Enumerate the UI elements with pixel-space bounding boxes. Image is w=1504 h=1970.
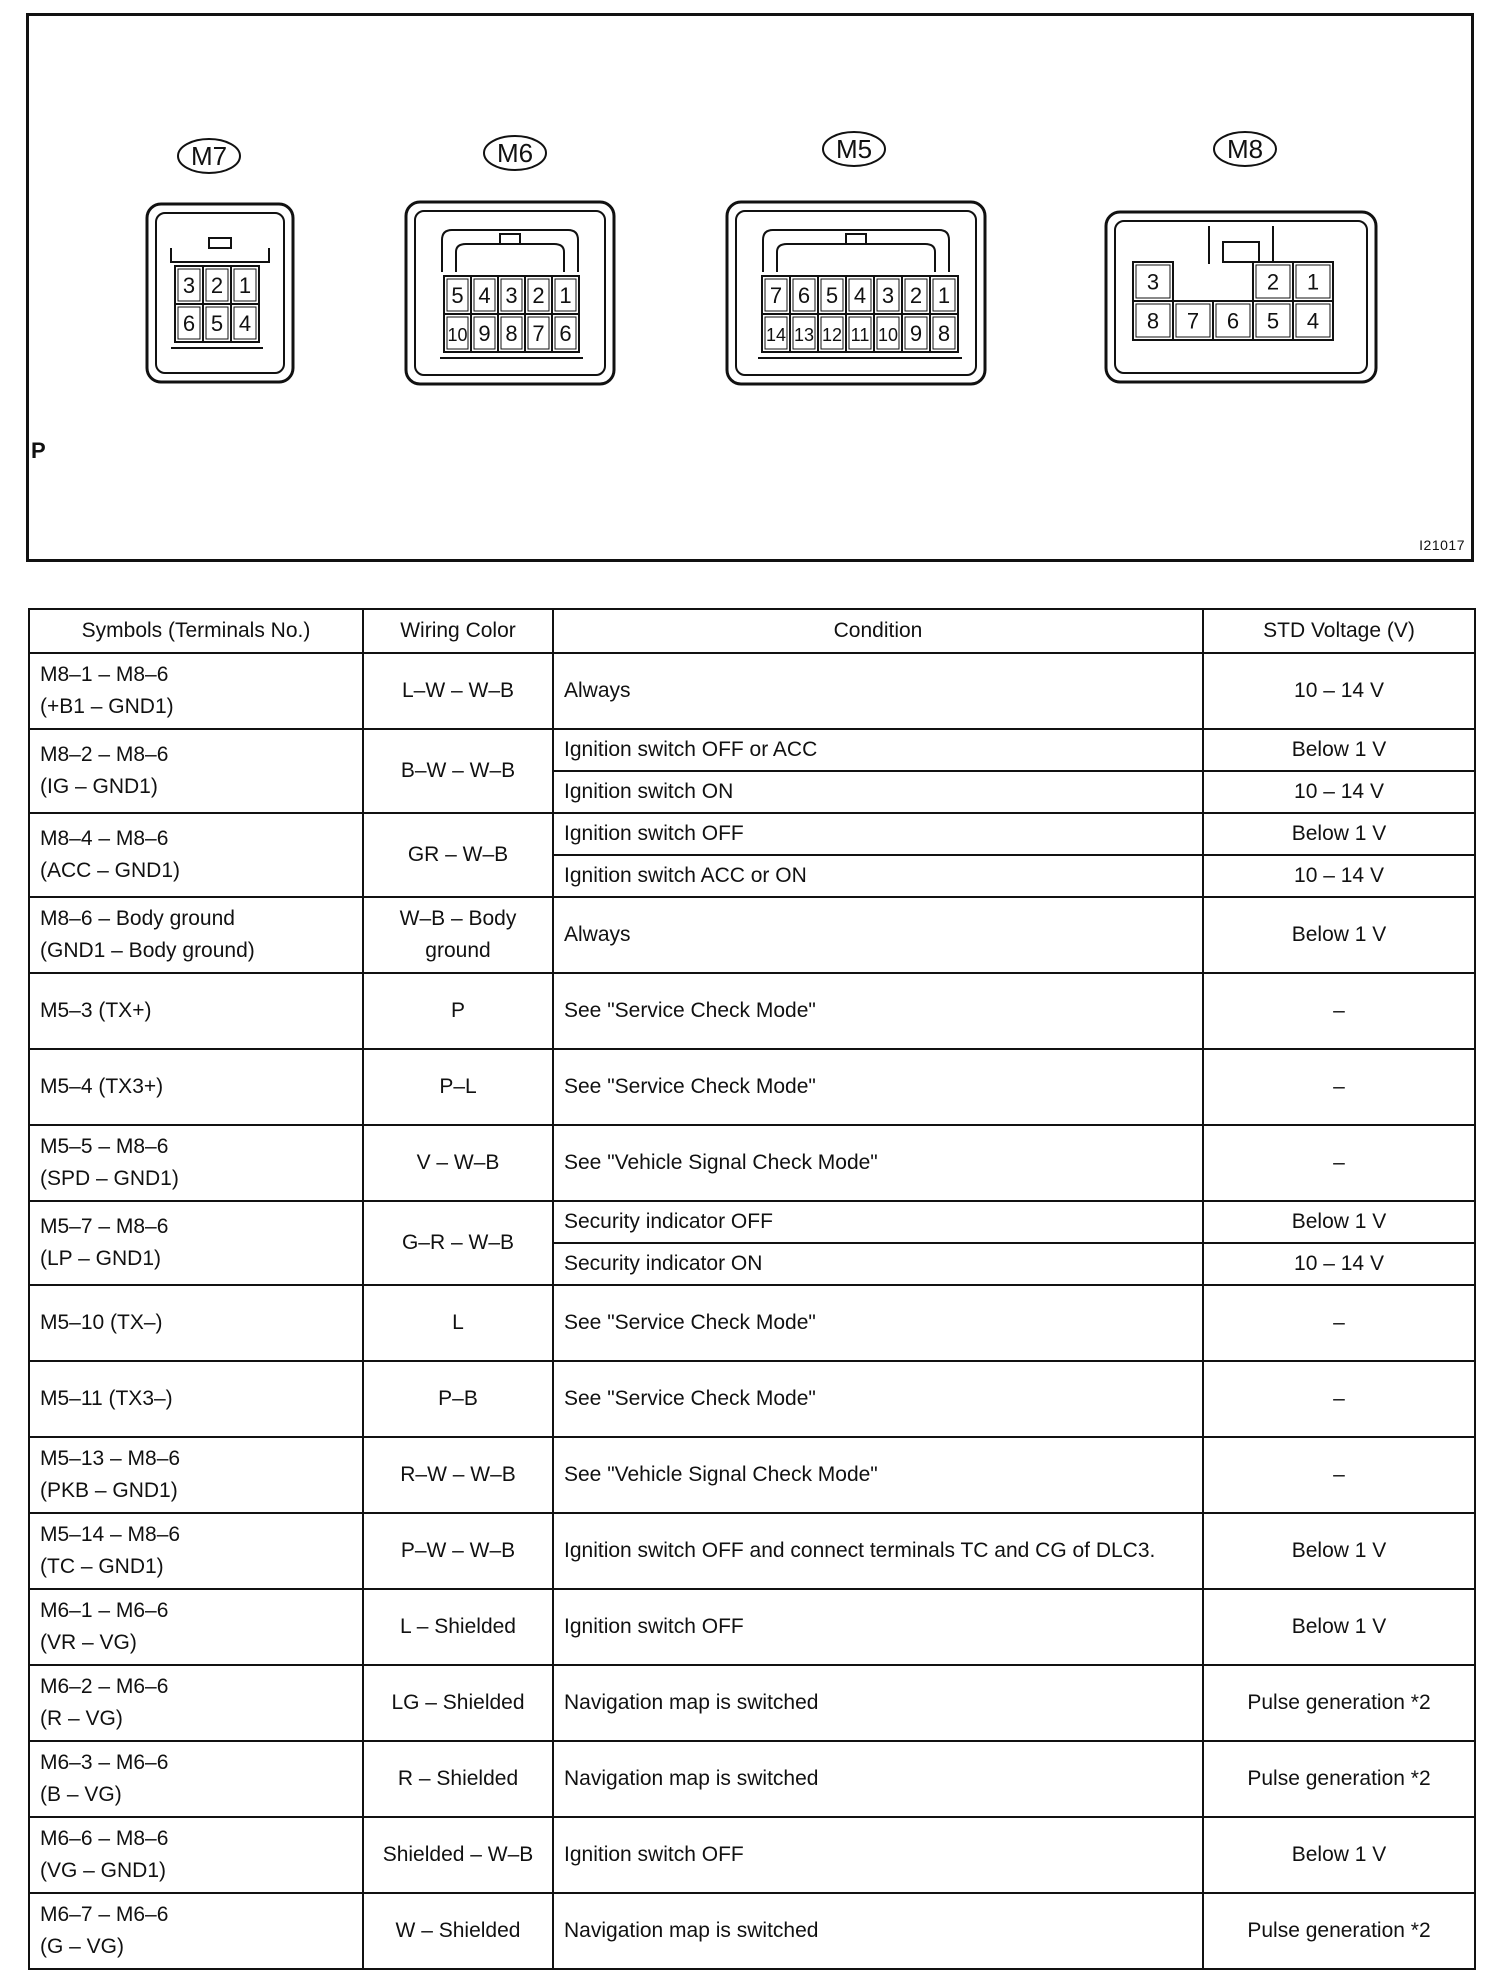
cell-condition: See "Vehicle Signal Check Mode"	[553, 1125, 1203, 1201]
symbol-names: (G – VG)	[40, 1935, 125, 1958]
connector-label-text: M8	[1226, 134, 1264, 164]
pin-cell	[471, 276, 498, 314]
pin-number: 8	[1146, 308, 1160, 334]
side-label: P	[31, 438, 46, 463]
symbol-terminals: M5–14 – M8–6	[40, 1523, 181, 1546]
symbol-terminals: M6–7 – M6–6	[40, 1903, 169, 1926]
cell-std-voltage: –	[1203, 1437, 1475, 1513]
symbol-terminals: M8–4 – M8–6	[40, 827, 169, 850]
symbol-names: (ACC – GND1)	[40, 859, 181, 882]
pin-number: 4	[478, 283, 491, 308]
pin-cell	[471, 314, 498, 352]
table-row	[29, 1665, 1475, 1741]
symbol-names: (IG – GND1)	[40, 775, 158, 798]
symbol-terminals: M6–1 – M6–6	[40, 1599, 169, 1622]
cell-std-voltage: 10 – 14 V	[1203, 771, 1475, 813]
symbol-names: (GND1 – Body ground)	[40, 939, 255, 962]
cell-std-voltage: Pulse generation *2	[1203, 1741, 1475, 1817]
cell-symbols	[29, 1285, 363, 1361]
table-row	[29, 1893, 1475, 1969]
pin-cell	[846, 276, 874, 314]
pin-cell	[930, 276, 958, 314]
pin-number: 10	[877, 325, 899, 345]
pin-cell	[175, 266, 203, 304]
cell-condition: Ignition switch ON	[553, 771, 1203, 813]
symbol-names: (VR – VG)	[40, 1631, 137, 1654]
cell-condition: Navigation map is switched	[553, 1665, 1203, 1741]
wiring-color: W – Shielded	[395, 1919, 521, 1942]
pin-cell	[552, 276, 579, 314]
cell-std-voltage: Below 1 V	[1203, 1589, 1475, 1665]
cell-wiring-color	[363, 1893, 553, 1969]
pin-cell	[790, 276, 818, 314]
pin-cell	[175, 304, 203, 342]
pin-cell	[1253, 301, 1293, 340]
connector-m5	[727, 132, 985, 384]
cell-std-voltage: Pulse generation *2	[1203, 1893, 1475, 1969]
pin-number: 12	[821, 325, 843, 345]
wiring-color: L	[452, 1311, 464, 1334]
cell-symbols	[29, 1817, 363, 1893]
connector-drawing	[29, 16, 1471, 559]
cell-symbols	[29, 1049, 363, 1125]
pin-cell	[930, 314, 958, 352]
cell-wiring-color	[363, 1285, 553, 1361]
pin-number: 7	[532, 321, 545, 346]
terminal-voltage-table	[28, 608, 1476, 1970]
connector-label-m8	[1214, 132, 1276, 166]
pin-cell	[902, 314, 930, 352]
pin-cell	[846, 314, 874, 352]
cell-condition: Ignition switch OFF	[553, 1817, 1203, 1893]
cell-wiring-color	[363, 653, 553, 729]
pin-number: 4	[853, 283, 867, 308]
pin-cell	[525, 276, 552, 314]
symbol-names: (SPD – GND1)	[40, 1167, 179, 1190]
pin-number: 5	[210, 311, 224, 336]
pin-cell	[1173, 301, 1213, 340]
table-row	[29, 1125, 1475, 1201]
pin-cell	[444, 314, 471, 352]
cell-symbols	[29, 1201, 363, 1285]
wiring-color: Shielded – W–B	[382, 1843, 534, 1866]
cell-condition: Navigation map is switched	[553, 1893, 1203, 1969]
cell-wiring-color	[363, 973, 553, 1049]
wiring-color: R–W – W–B	[400, 1463, 516, 1486]
symbol-terminals: M6–3 – M6–6	[40, 1751, 169, 1774]
pin-cell	[1213, 301, 1253, 340]
pin-number: 1	[937, 283, 951, 308]
pin-number: 5	[825, 283, 839, 308]
symbol-terminals: M5–11 (TX3–)	[40, 1387, 173, 1410]
cell-condition: Ignition switch OFF	[553, 813, 1203, 855]
pin-cell	[1293, 262, 1333, 301]
header-symbols: Symbols (Terminals No.)	[29, 609, 363, 653]
table-row	[29, 1817, 1475, 1893]
wiring-color: GR – W–B	[407, 843, 509, 866]
pin-number: 1	[238, 273, 252, 298]
pin-cell	[874, 276, 902, 314]
cell-std-voltage: 10 – 14 V	[1203, 653, 1475, 729]
pin-number: 4	[238, 311, 252, 336]
pin-number: 3	[1146, 269, 1160, 295]
cell-condition: See "Service Check Mode"	[553, 1361, 1203, 1437]
wiring-color: B–W – W–B	[400, 759, 516, 782]
symbol-terminals: M5–10 (TX–)	[40, 1311, 163, 1334]
cell-std-voltage: –	[1203, 1361, 1475, 1437]
pin-cell	[818, 276, 846, 314]
wiring-color: P	[450, 999, 465, 1022]
cell-wiring-color	[363, 813, 553, 897]
cell-condition: Ignition switch ACC or ON	[553, 855, 1203, 897]
pin-cell	[498, 314, 525, 352]
pin-number: 2	[1266, 269, 1280, 295]
cell-symbols	[29, 729, 363, 813]
pin-cell	[818, 314, 846, 352]
table-row	[29, 1285, 1475, 1361]
wiring-color-cont: ground	[425, 939, 491, 962]
pin-number: 8	[937, 321, 951, 346]
cell-std-voltage: Below 1 V	[1203, 1513, 1475, 1589]
connector-label-m6	[484, 136, 546, 170]
cell-wiring-color	[363, 1201, 553, 1285]
pin-number: 2	[909, 283, 923, 308]
cell-std-voltage: Below 1 V	[1203, 813, 1475, 855]
cell-symbols	[29, 1893, 363, 1969]
pin-number: 3	[881, 283, 895, 308]
wiring-color: P–L	[439, 1075, 477, 1098]
connector-m7	[147, 139, 293, 382]
pin-number: 1	[559, 283, 572, 308]
pin-number: 4	[1306, 308, 1320, 334]
symbol-names: (TC – GND1)	[40, 1555, 164, 1578]
pin-number: 9	[478, 321, 491, 346]
pin-cell	[1133, 301, 1173, 340]
pin-number: 14	[765, 325, 787, 345]
pin-number: 1	[1306, 269, 1320, 295]
cell-condition: Ignition switch OFF or ACC	[553, 729, 1203, 771]
pin-cell	[231, 304, 259, 342]
cell-wiring-color	[363, 1817, 553, 1893]
connector-label-text: M7	[190, 141, 228, 171]
symbol-terminals: M8–2 – M8–6	[40, 743, 169, 766]
table-row	[29, 897, 1475, 973]
pin-number: 11	[850, 325, 870, 345]
symbol-terminals: M6–2 – M6–6	[40, 1675, 169, 1698]
pin-cell	[203, 304, 231, 342]
table-row	[29, 1513, 1475, 1589]
header-std-voltage: STD Voltage (V)	[1203, 609, 1475, 653]
pin-cell	[1293, 301, 1333, 340]
pin-number: 2	[210, 273, 224, 298]
wiring-color: P–W – W–B	[400, 1539, 516, 1562]
pin-number: 5	[1266, 308, 1280, 334]
figure-id: I21017	[1419, 537, 1465, 553]
pin-number: 2	[532, 283, 545, 308]
table-row	[29, 1741, 1475, 1817]
wiring-color: G–R – W–B	[401, 1231, 515, 1254]
pin-number: 13	[793, 325, 815, 345]
pin-cell	[498, 276, 525, 314]
cell-std-voltage: 10 – 14 V	[1203, 1243, 1475, 1285]
pin-cell	[444, 276, 471, 314]
pin-number: 6	[182, 311, 196, 336]
pin-cell	[1253, 262, 1293, 301]
table-row	[29, 1201, 1475, 1243]
symbol-names: (R – VG)	[40, 1707, 123, 1730]
header-condition: Condition	[553, 609, 1203, 653]
pin-cell	[1133, 262, 1173, 301]
symbol-terminals: M6–6 – M8–6	[40, 1827, 169, 1850]
connector-label-m5	[823, 132, 885, 166]
pin-number: 8	[505, 321, 518, 346]
wiring-color: R – Shielded	[397, 1767, 519, 1790]
cell-wiring-color	[363, 1589, 553, 1665]
symbol-names: (VG – GND1)	[40, 1859, 167, 1882]
cell-symbols	[29, 1589, 363, 1665]
cell-wiring-color	[363, 1437, 553, 1513]
cell-symbols	[29, 1437, 363, 1513]
symbol-names: (PKB – GND1)	[40, 1479, 178, 1502]
cell-symbols	[29, 1741, 363, 1817]
cell-symbols	[29, 1125, 363, 1201]
pin-cell	[874, 314, 902, 352]
cell-std-voltage: 10 – 14 V	[1203, 855, 1475, 897]
cell-symbols	[29, 1665, 363, 1741]
symbol-terminals: M8–6 – Body ground	[40, 907, 235, 930]
connector-label-m7	[178, 139, 240, 173]
header-wiring-color: Wiring Color	[363, 609, 553, 653]
connector-label-text: M5	[835, 134, 873, 164]
table-row	[29, 653, 1475, 729]
pin-cell	[902, 276, 930, 314]
connector-label-text: M6	[496, 138, 534, 168]
pin-number: 5	[451, 283, 464, 308]
symbol-terminals: M8–1 – M8–6	[40, 663, 169, 686]
wiring-color: W–B – Body	[399, 907, 517, 930]
cell-wiring-color	[363, 1665, 553, 1741]
pin-number: 6	[1226, 308, 1240, 334]
symbol-terminals: M5–5 – M8–6	[40, 1135, 169, 1158]
table-row	[29, 729, 1475, 771]
cell-condition: Security indicator ON	[553, 1243, 1203, 1285]
cell-wiring-color	[363, 1125, 553, 1201]
symbol-names: (LP – GND1)	[40, 1247, 161, 1270]
cell-condition: Security indicator OFF	[553, 1201, 1203, 1243]
cell-std-voltage: –	[1203, 1049, 1475, 1125]
cell-std-voltage: Below 1 V	[1203, 1201, 1475, 1243]
cell-std-voltage: –	[1203, 973, 1475, 1049]
connector-diagram	[26, 13, 1474, 562]
pin-number: 7	[1186, 308, 1200, 334]
cell-wiring-color	[363, 1741, 553, 1817]
cell-condition: Ignition switch OFF	[553, 1589, 1203, 1665]
pin-number: 7	[769, 283, 783, 308]
cell-symbols	[29, 897, 363, 973]
cell-std-voltage: –	[1203, 1285, 1475, 1361]
pin-number: 6	[559, 321, 572, 346]
cell-std-voltage: Below 1 V	[1203, 729, 1475, 771]
cell-condition: See "Vehicle Signal Check Mode"	[553, 1437, 1203, 1513]
pin-cell	[790, 314, 818, 352]
symbol-names: (+B1 – GND1)	[40, 695, 174, 718]
connector-m8	[1106, 132, 1376, 382]
wiring-color: LG – Shielded	[391, 1691, 525, 1714]
connector-m6	[406, 136, 614, 384]
symbol-terminals: M5–7 – M8–6	[40, 1215, 169, 1238]
cell-std-voltage: Below 1 V	[1203, 897, 1475, 973]
table-row	[29, 1361, 1475, 1437]
wiring-color: P–B	[438, 1387, 478, 1410]
pin-cell	[525, 314, 552, 352]
table-row	[29, 973, 1475, 1049]
cell-symbols	[29, 973, 363, 1049]
cell-symbols	[29, 1361, 363, 1437]
symbol-names: (B – VG)	[40, 1783, 122, 1806]
cell-std-voltage: Pulse generation *2	[1203, 1665, 1475, 1741]
cell-wiring-color	[363, 1361, 553, 1437]
cell-condition: Always	[553, 653, 1203, 729]
pin-cell	[552, 314, 579, 352]
cell-condition: Ignition switch OFF and connect terminals TC and CG of DLC3.	[553, 1513, 1203, 1589]
pin-number: 6	[797, 283, 811, 308]
pin-number: 3	[182, 273, 196, 298]
cell-std-voltage: –	[1203, 1125, 1475, 1201]
cell-wiring-color	[363, 897, 553, 973]
cell-condition: Navigation map is switched	[553, 1741, 1203, 1817]
symbol-terminals: M5–13 – M8–6	[40, 1447, 181, 1470]
pin-number: 3	[505, 283, 518, 308]
table-row	[29, 1437, 1475, 1513]
symbol-terminals: M5–3 (TX+)	[40, 999, 152, 1022]
table-header-row	[29, 609, 1475, 653]
pin-number: 10	[447, 325, 468, 345]
symbol-terminals: M5–4 (TX3+)	[40, 1075, 164, 1098]
cell-wiring-color	[363, 1049, 553, 1125]
cell-wiring-color	[363, 729, 553, 813]
pin-cell	[762, 276, 790, 314]
pin-cell	[762, 314, 790, 352]
wiring-color: V – W–B	[416, 1151, 500, 1174]
table-row	[29, 1049, 1475, 1125]
cell-condition: Always	[553, 897, 1203, 973]
cell-symbols	[29, 813, 363, 897]
cell-condition: See "Service Check Mode"	[553, 1285, 1203, 1361]
pin-cell	[203, 266, 231, 304]
table-row	[29, 1589, 1475, 1665]
wiring-color: L–W – W–B	[401, 679, 515, 702]
cell-condition: See "Service Check Mode"	[553, 973, 1203, 1049]
cell-std-voltage: Below 1 V	[1203, 1817, 1475, 1893]
cell-symbols	[29, 653, 363, 729]
wiring-color: L – Shielded	[400, 1615, 516, 1638]
cell-condition: See "Service Check Mode"	[553, 1049, 1203, 1125]
pin-number: 9	[909, 321, 923, 346]
cell-symbols	[29, 1513, 363, 1589]
table-row	[29, 813, 1475, 855]
pin-cell	[231, 266, 259, 304]
cell-wiring-color	[363, 1513, 553, 1589]
